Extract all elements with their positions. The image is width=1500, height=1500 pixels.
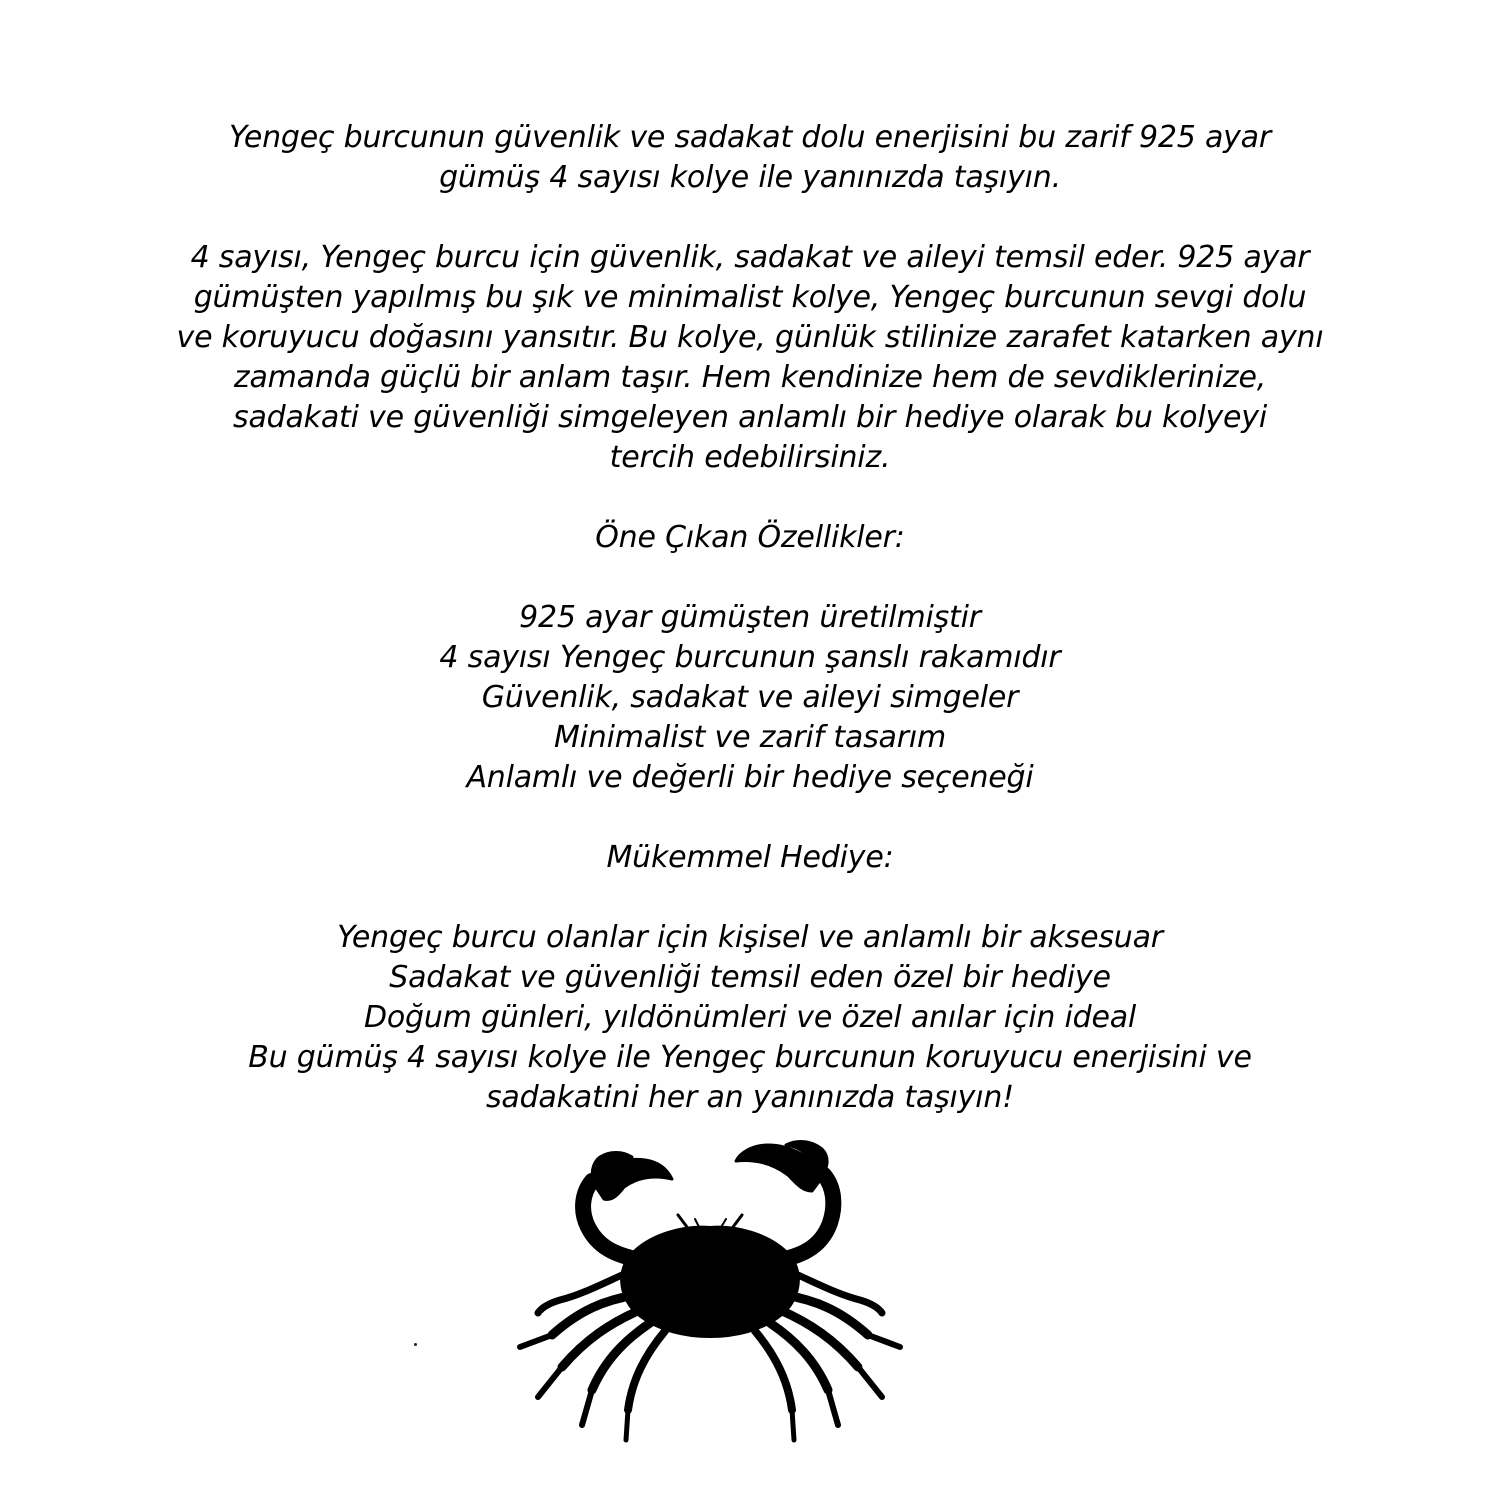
stray-dot	[414, 1343, 417, 1346]
intro-line: gümüş 4 sayısı kolye ile yanınızda taşıyın.	[439, 160, 1061, 195]
intro-paragraph	[100, 118, 1400, 198]
description-paragraph	[100, 238, 1400, 478]
feature-item: Anlamlı ve değerli bir hediye seçeneği	[466, 760, 1034, 795]
features-list	[100, 598, 1400, 798]
gift-item: Sadakat ve güvenliği temsil eden özel bir hediye	[389, 960, 1111, 995]
gift-heading: Mükemmel Hediye:	[606, 840, 894, 875]
gift-item: Yengeç burcu olanlar için kişisel ve anlamlı bir aksesuar	[337, 920, 1163, 955]
gift-list	[100, 918, 1400, 1118]
gift-item: Bu gümüş 4 sayısı kolye ile Yengeç burcunun koruyucu enerjisini ve	[248, 1040, 1252, 1075]
description-line: 4 sayısı, Yengeç burcu için güvenlik, sadakat ve aileyi temsil eder. 925 ayar	[190, 240, 1310, 275]
description-line: sadakati ve güvenliği simgeleyen anlamlı bir hediye olarak bu kolyeyi	[233, 400, 1267, 435]
features-heading: Öne Çıkan Özellikler:	[595, 520, 905, 555]
description-line: gümüşten yapılmış bu şık ve minimalist kolye, Yengeç burcunun sevgi dolu	[193, 280, 1307, 315]
description-text-block	[100, 118, 1400, 1118]
feature-item: 925 ayar gümüşten üretilmiştir	[519, 600, 981, 635]
feature-item: Minimalist ve zarif tasarım	[553, 720, 947, 755]
gift-item: sadakatini her an yanınızda taşıyın!	[485, 1080, 1015, 1115]
feature-item: 4 sayısı Yengeç burcunun şanslı rakamıdır	[439, 640, 1061, 675]
description-line: ve koruyucu doğasını yansıtır. Bu kolye, günlük stilinize zarafet katarken aynı	[176, 320, 1324, 355]
gift-item: Doğum günleri, yıldönümleri ve özel anılar için ideal	[363, 1000, 1137, 1035]
feature-item: Güvenlik, sadakat ve aileyi simgeler	[481, 680, 1019, 715]
crab-silhouette-icon	[500, 1135, 920, 1475]
intro-line: Yengeç burcunun güvenlik ve sadakat dolu enerjisini bu zarif 925 ayar	[228, 120, 1271, 155]
description-line: tercih edebilirsiniz.	[609, 440, 891, 475]
description-line: zamanda güçlü bir anlam taşır. Hem kendinize hem de sevdiklerinize,	[233, 360, 1267, 395]
